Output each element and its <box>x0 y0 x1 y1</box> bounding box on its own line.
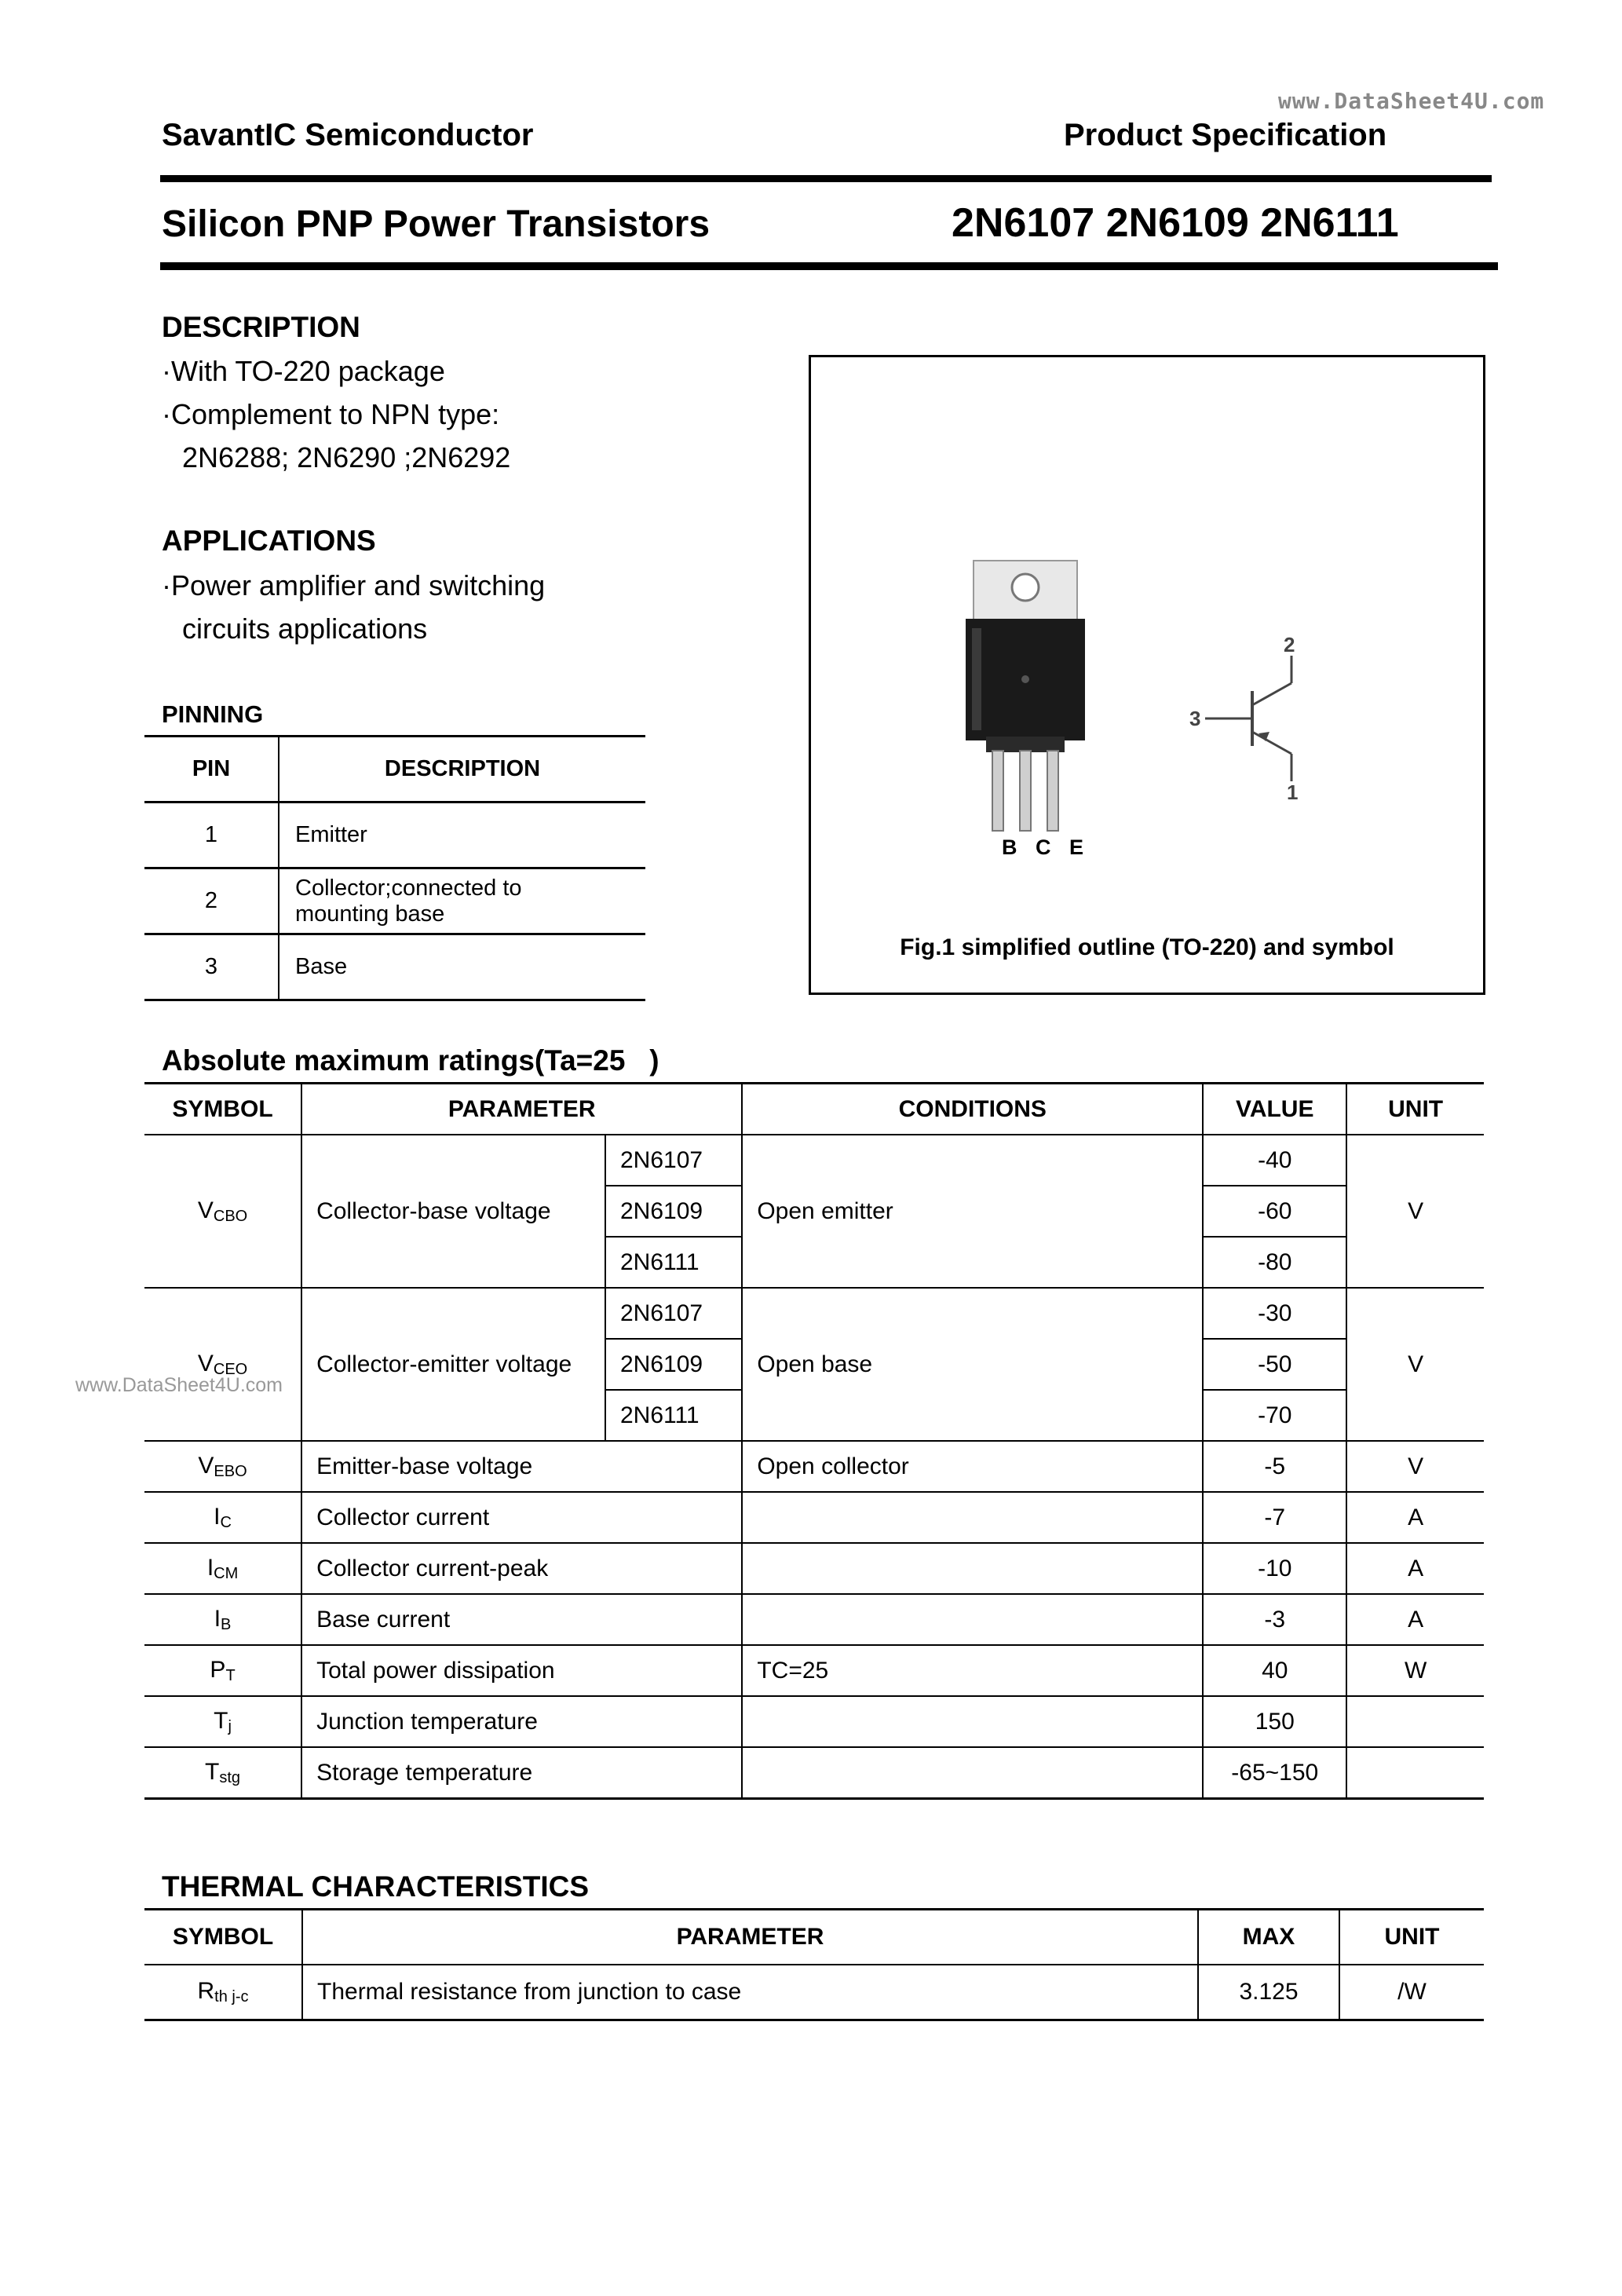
to220-package-image <box>963 558 1088 832</box>
part-cell: 2N6109 <box>605 1186 742 1237</box>
value-cell: 40 <box>1203 1645 1346 1696</box>
spec-label: Product Specification <box>1064 118 1387 152</box>
parameter-cell: Base current <box>301 1594 742 1645</box>
collector-pin-number: 2 <box>1284 636 1295 656</box>
conditions-col-header: CONDITIONS <box>742 1084 1203 1135</box>
conditions-cell <box>742 1747 1203 1799</box>
value-cell: -80 <box>1203 1237 1346 1288</box>
parameter-col-header: PARAMETER <box>302 1910 1198 1965</box>
parameter-cell: Collector-emitter voltage <box>301 1288 605 1441</box>
symbol-cell: $T_j$ <box>144 1696 301 1747</box>
parameter-cell: Total power dissipation <box>301 1645 742 1696</box>
value-cell: -65~150 <box>1203 1747 1346 1799</box>
figure-caption: Fig.1 simplified outline (TO-220) and symbol <box>900 934 1394 960</box>
unit-cell <box>1346 1696 1484 1747</box>
table-row <box>144 1594 1484 1645</box>
unit-col-header: UNIT <box>1339 1910 1484 1965</box>
description-line: 2N6288; 2N6290 ;2N6292 <box>182 441 511 473</box>
part-cell: 2N6111 <box>605 1237 742 1288</box>
parameter-cell: Storage temperature <box>301 1747 742 1799</box>
part-cell: 2N6107 <box>605 1135 742 1186</box>
conditions-cell <box>742 1543 1203 1594</box>
conditions-cell <box>742 1492 1203 1543</box>
table-row <box>144 1492 1484 1543</box>
part-cell: 2N6107 <box>605 1288 742 1339</box>
figure-box <box>809 355 1485 995</box>
parameter-cell: Thermal resistance from junction to case <box>302 1965 1198 2020</box>
description-line: ·Complement to NPN type: <box>162 398 500 430</box>
header-rule <box>160 175 1492 182</box>
symbol-cell: $I_{CM}$ <box>144 1543 301 1594</box>
value-cell: -5 <box>1203 1441 1346 1492</box>
table-row <box>144 1288 1484 1339</box>
table-row <box>144 1696 1484 1747</box>
applications-line: circuits applications <box>182 612 428 645</box>
symbol-col-header: SYMBOL <box>144 1910 302 1965</box>
parameter-cell: Collector current <box>301 1492 742 1543</box>
unit-cell <box>1346 1747 1484 1799</box>
pin-desc: Base <box>279 934 645 1000</box>
pin-number: 2 <box>144 868 279 934</box>
pin-number: 3 <box>144 934 279 1000</box>
desc-col-header: DESCRIPTION <box>279 737 645 803</box>
max-cell: 3.125 <box>1198 1965 1339 2020</box>
pnp-transistor-symbol <box>1189 636 1315 801</box>
table-row <box>144 1645 1484 1696</box>
description-line: ·With TO-220 package <box>162 355 445 387</box>
table-row <box>144 1543 1484 1594</box>
value-cell: 150 <box>1203 1696 1346 1747</box>
table-row <box>144 934 645 1000</box>
conditions-cell <box>742 1594 1203 1645</box>
absolute-ratings-table <box>144 1082 1484 1800</box>
value-cell: -10 <box>1203 1543 1346 1594</box>
parameter-cell: Collector current-peak <box>301 1543 742 1594</box>
unit-cell: A <box>1346 1543 1484 1594</box>
conditions-cell: Open emitter <box>742 1135 1203 1288</box>
emitter-pin-number: 1 <box>1287 781 1299 801</box>
unit-cell: /W <box>1339 1965 1484 2020</box>
symbol-col-header: SYMBOL <box>144 1084 301 1135</box>
pin-col-header: PIN <box>144 737 279 803</box>
part-cell: 2N6111 <box>605 1390 742 1441</box>
applications-line: ·Power amplifier and switching <box>162 569 546 601</box>
value-cell: -30 <box>1203 1288 1346 1339</box>
parameter-cell: Collector-base voltage <box>301 1135 605 1288</box>
symbol-cell: $T_{stg}$ <box>144 1747 301 1799</box>
company-name: SavantIC Semiconductor <box>162 118 534 152</box>
symbol-cell: $R_{th j-c}$ <box>144 1965 302 2020</box>
parameter-col-header: PARAMETER <box>301 1084 742 1135</box>
pin-desc: Emitter <box>279 803 645 868</box>
conditions-cell: Open collector <box>742 1441 1203 1492</box>
table-row <box>144 868 645 934</box>
symbol-cell: $V_{CBO}$ <box>144 1135 301 1288</box>
watermark-side: www.DataSheet4U.com <box>75 1374 283 1396</box>
base-pin-number: 3 <box>1189 707 1201 730</box>
description-heading: DESCRIPTION <box>162 311 360 343</box>
conditions-cell: Open base <box>742 1288 1203 1441</box>
unit-col-header: UNIT <box>1346 1084 1484 1135</box>
pin-number: 1 <box>144 803 279 868</box>
conditions-cell <box>742 1696 1203 1747</box>
value-cell: -70 <box>1203 1390 1346 1441</box>
watermark-top: www.DataSheet4U.com <box>1278 88 1545 114</box>
pin-labels: B C E <box>1002 835 1090 859</box>
max-col-header: MAX <box>1198 1910 1339 1965</box>
pinning-heading: PINNING <box>162 700 264 728</box>
title-rule <box>160 262 1498 270</box>
applications-heading: APPLICATIONS <box>162 525 376 557</box>
part-numbers: 2N6107 2N6109 2N6111 <box>952 200 1399 246</box>
unit-cell: V <box>1346 1288 1484 1441</box>
symbol-cell: $P_T$ <box>144 1645 301 1696</box>
thermal-table <box>144 1908 1484 2021</box>
pin-desc: Collector;connected to mounting base <box>279 868 645 934</box>
pinning-table <box>144 735 645 1001</box>
unit-cell: A <box>1346 1594 1484 1645</box>
symbol-cell: $I_B$ <box>144 1594 301 1645</box>
table-row <box>144 1747 1484 1799</box>
parameter-cell: Junction temperature <box>301 1696 742 1747</box>
unit-cell: V <box>1346 1441 1484 1492</box>
symbol-cell: $V_{EBO}$ <box>144 1441 301 1492</box>
unit-cell: W <box>1346 1645 1484 1696</box>
unit-cell: A <box>1346 1492 1484 1543</box>
thermal-heading: THERMAL CHARACTERISTICS <box>162 1870 590 1903</box>
table-row <box>144 1441 1484 1492</box>
ratings-heading: Absolute maximum ratings(Ta=25 ) <box>162 1044 659 1077</box>
value-cell: -50 <box>1203 1339 1346 1390</box>
unit-cell: V <box>1346 1135 1484 1288</box>
value-col-header: VALUE <box>1203 1084 1346 1135</box>
symbol-cell: $I_C$ <box>144 1492 301 1543</box>
conditions-cell: TC=25 <box>742 1645 1203 1696</box>
value-cell: -40 <box>1203 1135 1346 1186</box>
part-cell: 2N6109 <box>605 1339 742 1390</box>
value-cell: -60 <box>1203 1186 1346 1237</box>
parameter-cell: Emitter-base voltage <box>301 1441 742 1492</box>
table-row <box>144 803 645 868</box>
table-row <box>144 1135 1484 1186</box>
table-row <box>144 1965 1484 2020</box>
page-title: Silicon PNP Power Transistors <box>162 203 711 245</box>
value-cell: -7 <box>1203 1492 1346 1543</box>
value-cell: -3 <box>1203 1594 1346 1645</box>
symbol-cell: $V_{CEO}$ <box>144 1288 301 1441</box>
